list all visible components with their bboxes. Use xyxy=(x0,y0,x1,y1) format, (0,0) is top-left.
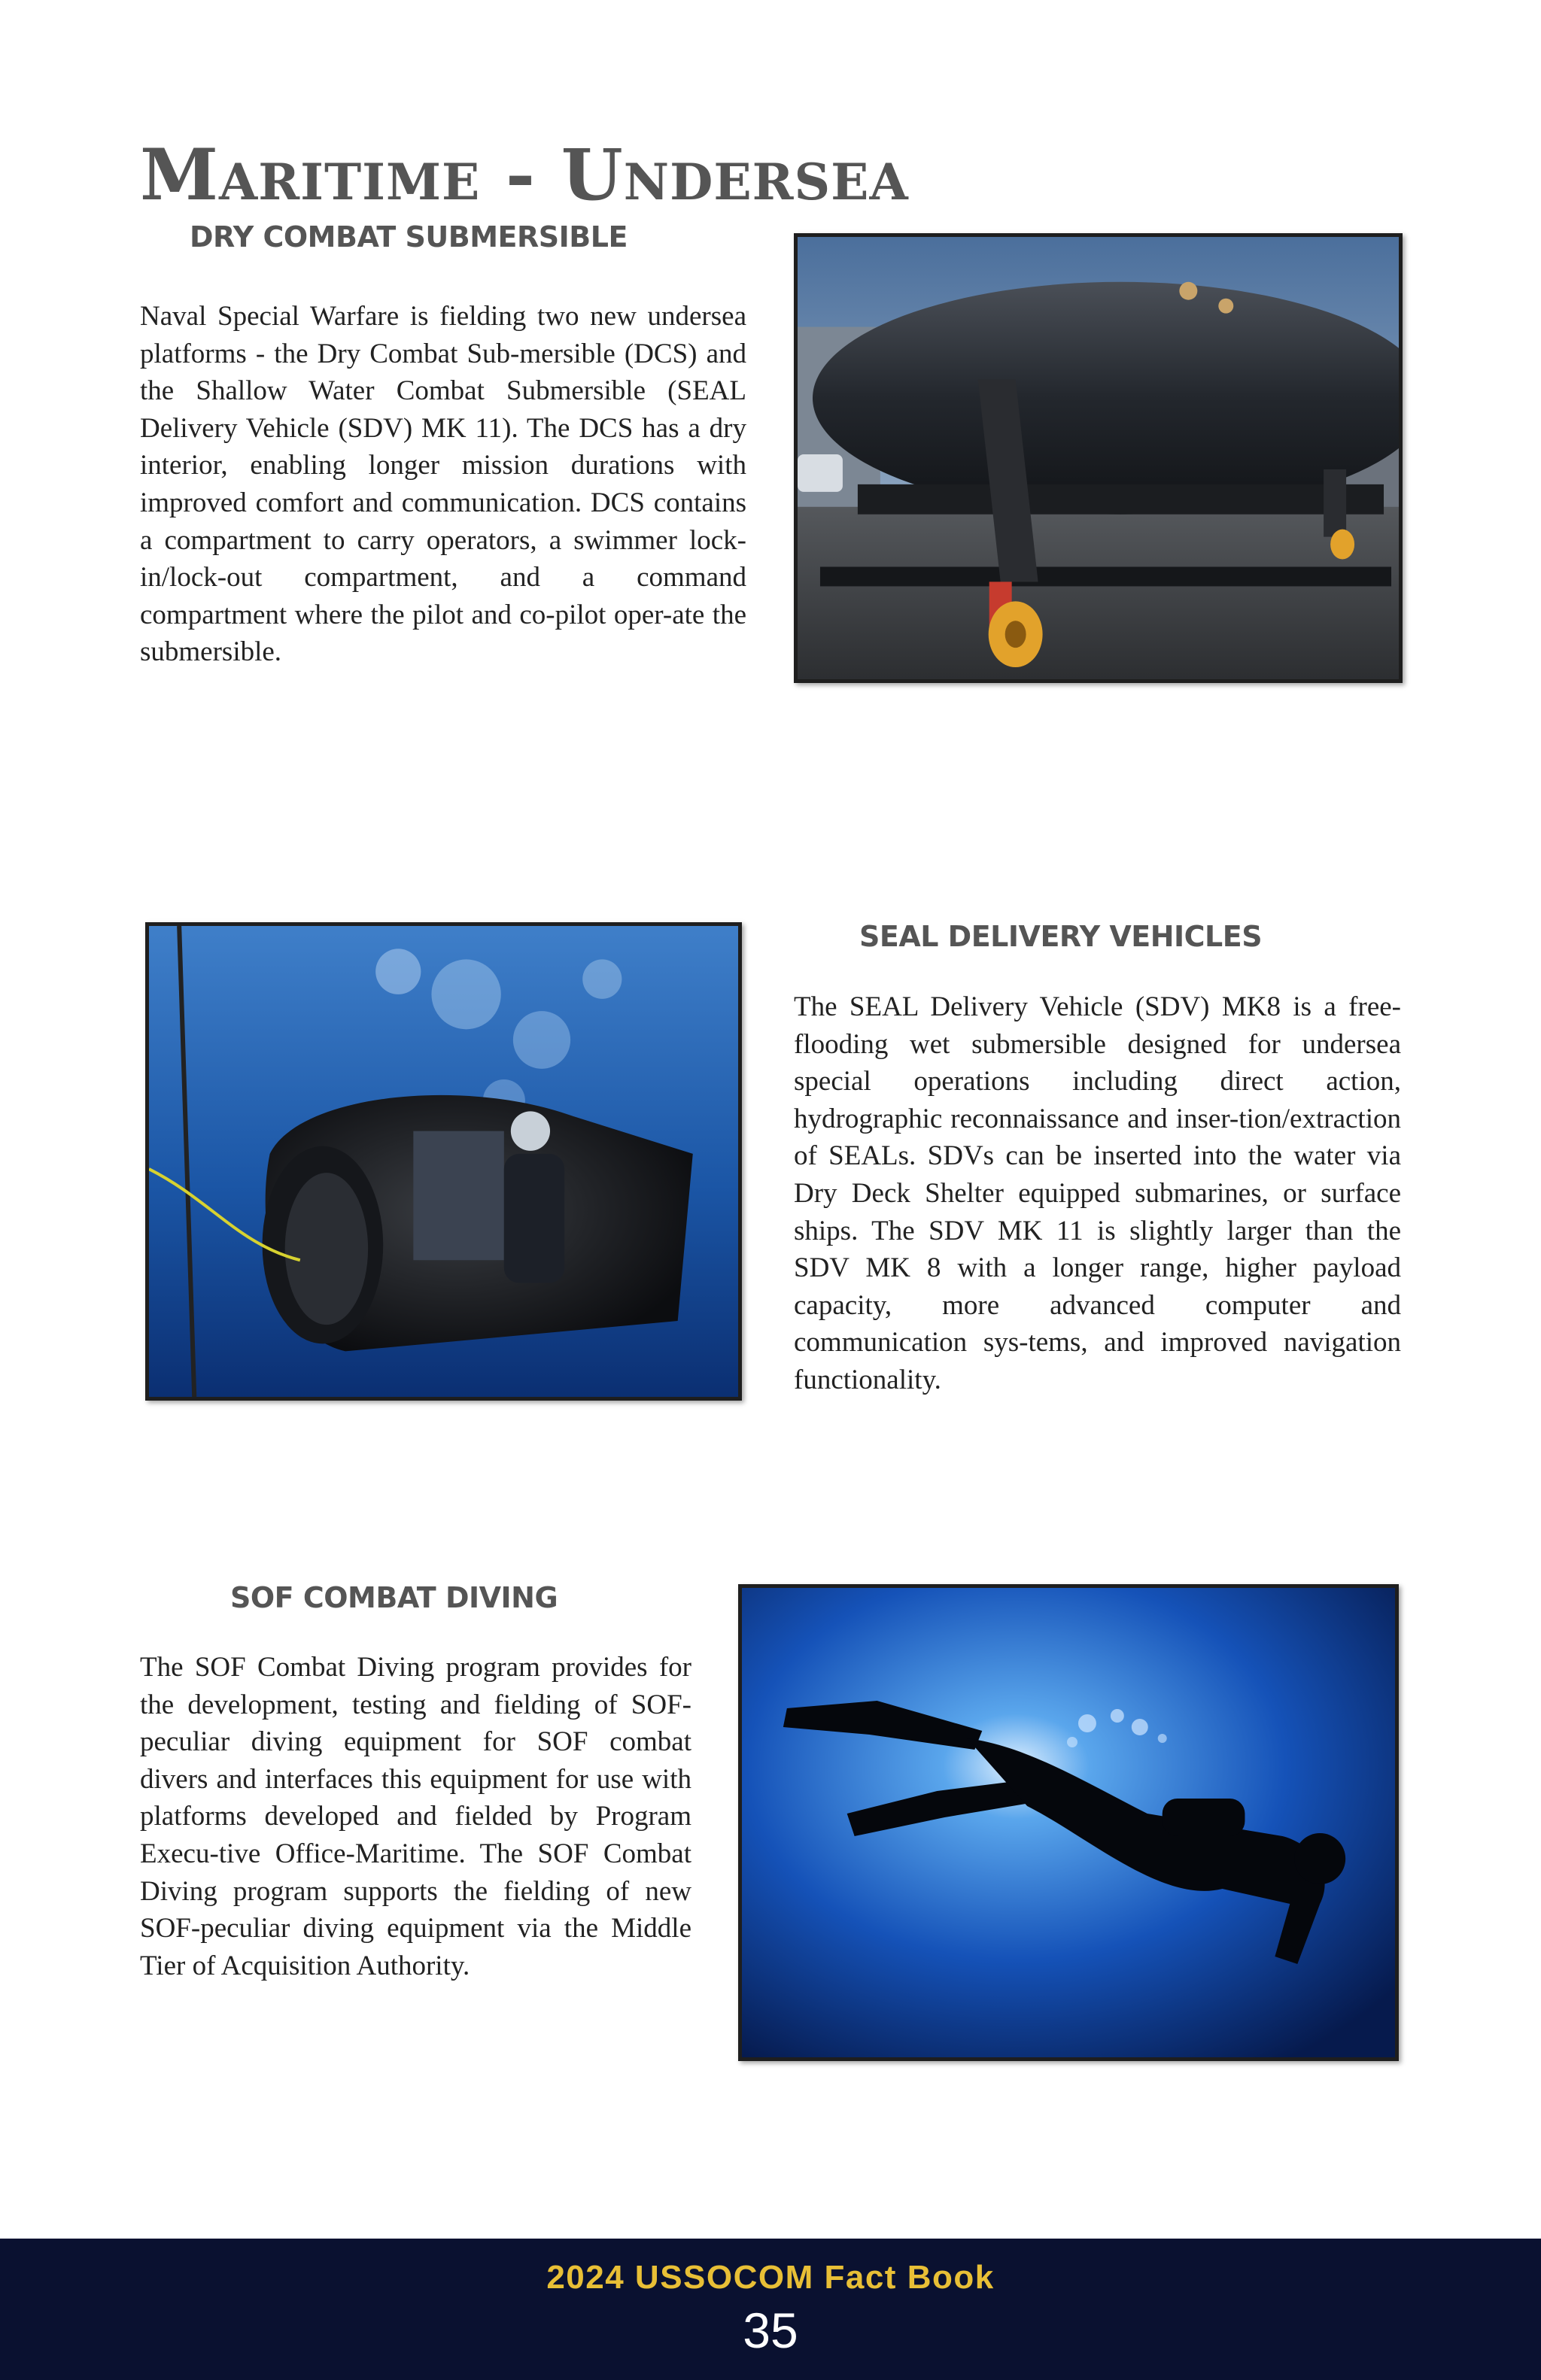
page-title: Maritime - Undersea xyxy=(140,134,909,217)
page-number: 35 xyxy=(743,2303,798,2358)
sdv-body-text: The SEAL Delivery Vehicle (SDV) MK8 is a free-flooding wet submersible designed for undersea special operations including direct action, hydrographic reconnaissance and inser-tion/extraction of SEALs. SDVs can be inserted into the water via Dry Deck Shelter equipped submarines, or surface ships. The SDV MK 11 is slightly larger than the SDV MK 8 with a longer range, higher payload capacity, more advanced computer and communication sys-tems, and improved navigation functionality. xyxy=(794,991,1401,1395)
dry-combat-submersible-photo xyxy=(794,233,1403,683)
dcs-body-text: Naval Special Warfare is fielding two new undersea platforms - the Dry Combat Sub-mersible (DCS) and the Shallow Water Combat Submersible (SEAL Delivery Vehicle (SDV) MK 11). The DCS has a dry interior, enabling longer mission durations with improved comfort and communication. DCS contains a compartment to carry operators, a swimmer lock-in/lock-out compartment, and a command compartment where the pilot and co-pilot oper-ate the submersible. xyxy=(140,301,746,668)
dcs-heading: DRY COMBAT SUBMERSIBLE xyxy=(190,220,628,253)
diving-heading: SOF COMBAT DIVING xyxy=(230,1581,558,1614)
combat-diver-photo xyxy=(738,1584,1399,2061)
diving-body-text: The SOF Combat Diving program provides for the development, testing and fielding of SOF-peculiar diving equipment for SOF combat divers and interfaces this equipment for use with platforms developed and fielded by Program Execu-tive Office-Maritime. The SOF Combat Diving program supports the fielding of new SOF-peculiar diving equipment via the Middle Tier of Acquisition Authority. xyxy=(140,1652,691,1981)
sdv-heading: SEAL DELIVERY VEHICLES xyxy=(859,920,1263,953)
seal-delivery-vehicle-photo xyxy=(145,922,742,1401)
footer-book-title: 2024 USSOCOM Fact Book xyxy=(546,2259,995,2296)
